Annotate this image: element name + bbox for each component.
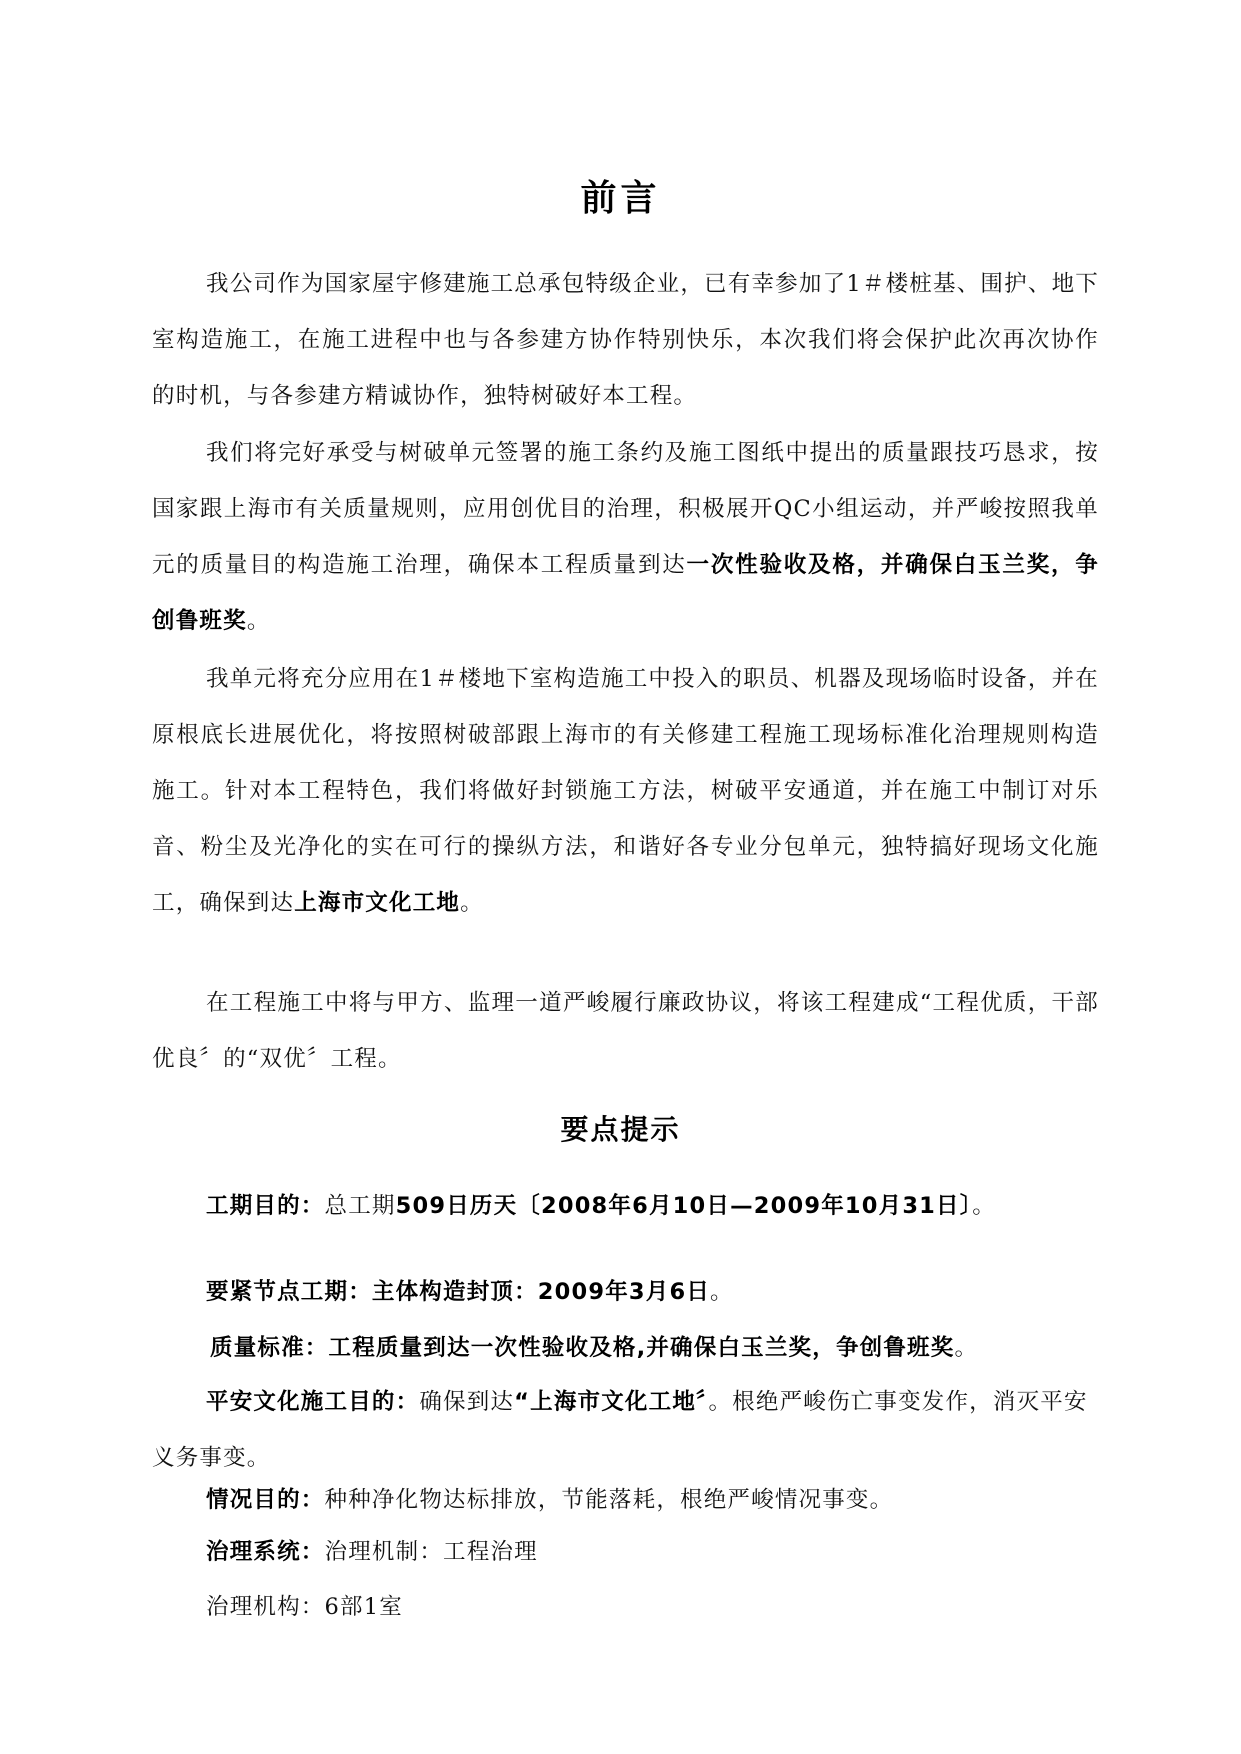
paragraph-quality-end: 。 (246, 608, 271, 634)
environment-value: 种种净化物达标排放，节能落耗，根绝严峻情况事变。 (324, 1487, 894, 1513)
safety-value: 。根绝严峻伤亡事变发作，消灭平安义务事变。 (152, 1389, 1088, 1471)
safety-goal (152, 1374, 1099, 1486)
paragraph-integrity: 在工程施工中将与甲方、监理一道严峻履行廉政协议，将该工程建成“工程优质，干部优良〞的“双优〞工程。 (152, 990, 1099, 1072)
quality-text: 质量标准：工程质量到达一次性验收及格,并确保白玉兰奖，争创鲁班奖 (210, 1335, 955, 1361)
schedule-label: 工期目的： (206, 1193, 325, 1219)
paragraph-site-highlight: 上海市文化工地 (294, 890, 461, 916)
management-value: 治理机制：工程治理 (324, 1539, 538, 1565)
paragraph-quality-text: 我们将完好承受与树破单元签署的施工条约及施工图纸中提出的质量跟技巧恳求，按国家跟上海市有关质量规则，应用创优目的治理，积极展开QC小组运动，并严峻按照我单元的质量目的构造施工治理，确保本工程质量到达 (152, 440, 1099, 578)
milestone-end: 。 (710, 1279, 734, 1305)
safety-value-prefix: 确保到达 (419, 1389, 515, 1415)
safety-value-highlight: “上海市文化工地〞 (514, 1389, 709, 1415)
milestone-text: 要紧节点工期：主体构造封顶：2009年3月6日 (206, 1279, 711, 1305)
section-title: 要点提示 (560, 1113, 681, 1146)
quality-standard (152, 1320, 1099, 1376)
safety-label: 平安文化施工目的： (206, 1389, 420, 1415)
quality-end: 。 (954, 1335, 979, 1361)
paragraph-quality (152, 425, 1099, 649)
management-org: 治理机构：6部1室 (206, 1594, 403, 1620)
paragraph-quality-highlight: 一次性验收及格，并确保白玉兰奖，争创鲁班奖 (152, 552, 1100, 634)
management-label: 治理系统： (206, 1539, 325, 1565)
environment-label: 情况目的： (206, 1487, 325, 1513)
schedule-value-prefix: 总工期 (324, 1193, 396, 1219)
management-system (152, 1524, 1099, 1580)
paragraph-intro: 我公司作为国家屋宇修建施工总承包特级企业，已有幸参加了1＃楼桩基、围护、地下室构造施工，在施工进程中也与各参建方协作特别快乐，本次我们将会保护此次再次协作的时机，与各参建方精诚协作，独特树破好本工程。 (152, 271, 1099, 409)
schedule-goal (152, 1178, 1099, 1234)
paragraph-site (152, 651, 1099, 931)
environment-goal (152, 1472, 1099, 1528)
page-title: 前言 (580, 178, 661, 219)
paragraph-site-text: 我单元将充分应用在1＃楼地下室构造施工中投入的职员、机器及现场临时设备，并在原根底长进展优化，将按照树破部跟上海市的有关修建工程施工现场标准化治理规则构造施工。针对本工程特色，我们将做好封锁施工方法，树破平安通道，并在施工中制订对乐音、粉尘及光净化的实在可行的操纵方法，和谐好各专业分包单元，独特搞好现场文化施工，确保到达 (152, 666, 1099, 916)
paragraph-site-end: 。 (460, 890, 484, 916)
schedule-value: 509日历天〔2008年6月10日—2009年10月31日〕 (395, 1193, 973, 1219)
schedule-end: 。 (972, 1193, 996, 1219)
milestone (152, 1264, 1099, 1320)
